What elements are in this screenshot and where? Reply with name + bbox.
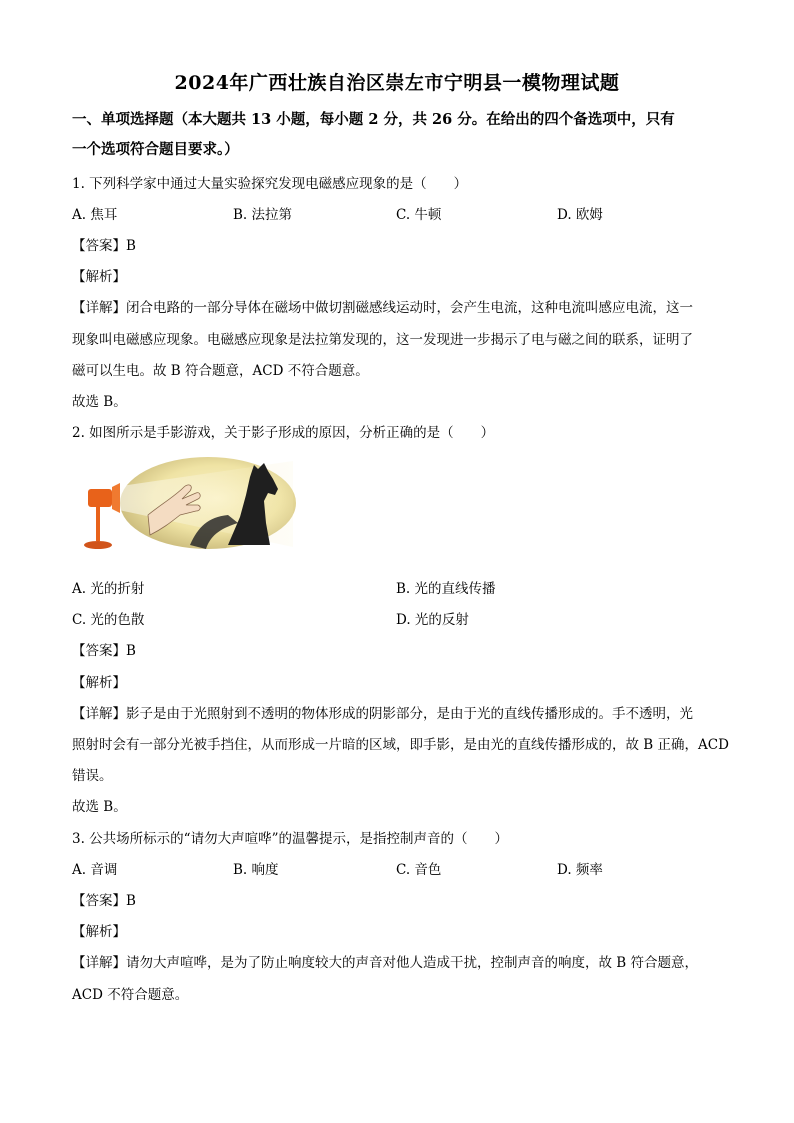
question-2-detail-line: 照射时会有一部分光被手挡住，从而形成一片暗的区域，即手影，是由光的直线传播形成的，故 B 正确，ACD	[72, 737, 729, 753]
question-2-detail-line: 错误。	[72, 768, 113, 784]
page-title: 2024年广西壮族自治区崇左市宁明县一模物理试题	[174, 72, 620, 94]
question-1-option-c: C. 牛顿	[396, 207, 442, 223]
section-heading-line-1: 一、单项选择题（本大题共 13 小题，每小题 2 分，共 26 分。在给出的四个备选项中，只有	[72, 111, 675, 128]
question-1-detail-line: 【详解】闭合电路的一部分导体在磁场中做切割磁感线运动时，会产生电流，这种电流叫感应电流，这一	[72, 300, 693, 316]
question-3-answer: 【答案】B	[72, 893, 136, 909]
question-1-option-d: D. 欧姆	[557, 207, 603, 223]
question-2-analysis-label: 【解析】	[72, 675, 126, 691]
question-1-option-b: B. 法拉第	[233, 207, 293, 223]
question-1-conclusion: 故选 B。	[72, 394, 127, 410]
question-1-option-a: A. 焦耳	[72, 207, 118, 223]
hand-shadow-figure	[78, 457, 298, 553]
question-3-option-d: D. 频率	[557, 862, 603, 878]
question-3-detail-line: ACD 不符合题意。	[72, 987, 189, 1003]
question-3-detail-line: 【详解】请勿大声喧哗，是为了防止响度较大的声音对他人造成干扰，控制声音的响度，故 B 符合题意，	[72, 955, 699, 971]
question-1-answer: 【答案】B	[72, 238, 136, 254]
question-3-option-a: A. 音调	[72, 862, 118, 878]
question-3-option-b: B. 响度	[233, 862, 279, 878]
question-1-detail-line: 现象叫电磁感应现象。电磁感应现象是法拉第发现的，这一发现进一步揭示了电与磁之间的联系，证明了	[72, 332, 693, 348]
question-2-stem: 2. 如图所示是手影游戏，关于影子形成的原因，分析正确的是（ ）	[72, 425, 495, 441]
lamp-base	[84, 541, 112, 549]
question-2-option-b: B. 光的直线传播	[396, 581, 496, 597]
question-3-stem: 3. 公共场所标示的“请勿大声喧哗”的温馨提示，是指控制声音的（ ）	[72, 831, 508, 847]
question-1-detail-line: 磁可以生电。故 B 符合题意，ACD 不符合题意。	[72, 363, 369, 379]
question-2-answer: 【答案】B	[72, 643, 136, 659]
question-2-conclusion: 故选 B。	[72, 799, 127, 815]
question-3-analysis-label: 【解析】	[72, 924, 126, 940]
question-3-option-c: C. 音色	[396, 862, 442, 878]
question-2-option-c: C. 光的色散	[72, 612, 145, 628]
question-2-option-a: A. 光的折射	[72, 581, 145, 597]
question-1-stem: 1. 下列科学家中通过大量实验探究发现电磁感应现象的是（ ）	[72, 176, 468, 192]
question-1-analysis-label: 【解析】	[72, 269, 126, 285]
lamp-head	[88, 489, 112, 507]
question-2-detail-line: 【详解】影子是由于光照射到不透明的物体形成的阴影部分，是由于光的直线传播形成的。手不透明，光	[72, 706, 693, 722]
lamp-reflector	[112, 483, 120, 513]
question-2-option-d: D. 光的反射	[396, 612, 469, 628]
section-heading-line-2: 一个选项符合题目要求。）	[72, 141, 239, 158]
lamp-stem	[96, 507, 100, 541]
